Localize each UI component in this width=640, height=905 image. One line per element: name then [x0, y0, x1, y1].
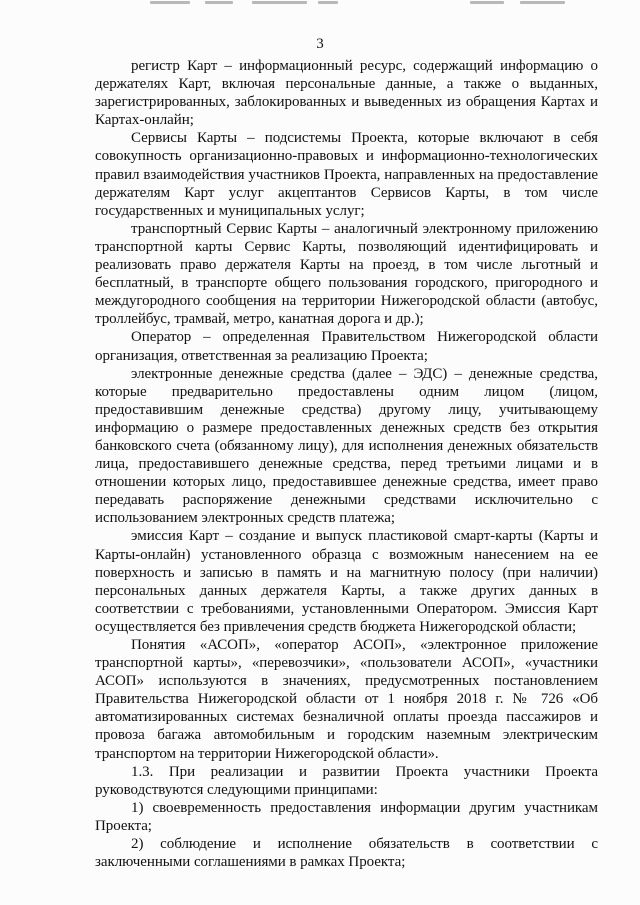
list-item-principle-1: 1) своевременность предоставления информации другим участникам Проекта; [95, 799, 598, 834]
scan-artifact-strip [0, 0, 640, 9]
paragraph-electronic-money: электронные денежные средства (далее – ЭДС) – денежные средства, которые предварительно предоставлены одним лицом (лицом, предоставившим денежные средства) другому лицу, учитывающему информацию о размере предоставленных денежных средств без открытия банковского счета (обязанному лицу), для исполнения денежных обязательств лица, предоставившего денежные средства, перед третьими лицами и в отношении которых лицо, предоставившее денежные средства, имеет право передавать распоряжение денежными средствами исключительно с использованием электронных средств платежа; [95, 365, 598, 527]
paragraph-operator: Оператор – определенная Правительством Нижегородской области организация, ответственная за реализацию Проекта; [95, 329, 598, 364]
scan-speck [252, 1, 307, 4]
paragraph-card-services: Сервисы Карты – подсистемы Проекта, которые включают в себя совокупность организационно-правовых и информационно-технологических правил взаимодействия участников Проекта, направленных на предоставление держателям Карт услуг акцептантов Сервисов Карты, в том числе государственных и муниципальных услуг; [95, 130, 598, 219]
paragraph-card-registry: регистр Карт – информационный ресурс, содержащий информацию о держателях Карт, включая персональные данные, а также о выданных, зарегистрированных, заблокированных и выведенных из обращения Картах и Картах-онлайн; [95, 58, 598, 129]
paragraph-transport-service: транспортный Сервис Карты – аналогичный электронному приложению транспортной карты Сервис Карты, позволяющий идентифицировать и реализовать право держателя Карты на проезд, в том числе льготный и бесплатный, в транспорте общего пользования городского, пригородного и междугородного сообщения на территории Нижегородской области (автобус, троллейбус, трамвай, метро, канатная дорога и др.); [95, 220, 598, 328]
paragraph-card-emission: эмиссия Карт – создание и выпуск пластиковой смарт-карты (Карты и Карты-онлайн) установленного образца с возможным нанесением на ее поверхность и записью в память и на магнитную полосу (при наличии) персональных данных держателя Карты, а также других данных в соответствии с требованиями, установленными Оператором. Эмиссия Карт осуществляется без привлечения средств бюджета Нижегородской области; [95, 528, 598, 635]
list-item-principle-2: 2) соблюдение и исполнение обязательств в соответствии с заключенными соглашениями в рамках Проекта; [95, 836, 598, 871]
document-body [95, 57, 598, 871]
scan-speck [470, 1, 504, 4]
scan-speck [520, 1, 565, 4]
paragraph-asop-terms: Понятия «АСОП», «оператор АСОП», «электронное приложение транспортной карты», «перевозчики», «пользователи АСОП», «участники АСОП» используются в значениях, предусмотренных постановлением Правительства Нижегородской области от 1 ноября 2018 г. № 726 «Об автоматизированных системах безналичной оплаты проезда пассажиров и провоза багажа автомобильным и городским наземным электрическим транспортом на территории Нижегородской области». [95, 637, 598, 762]
paragraph-section-1-3: 1.3. При реализации и развитии Проекта участники Проекта руководствуются следующими принципами: [95, 763, 598, 798]
scan-speck [205, 1, 233, 4]
scan-speck [318, 1, 338, 4]
page-number: 3 [316, 36, 324, 52]
scan-speck [150, 1, 190, 4]
